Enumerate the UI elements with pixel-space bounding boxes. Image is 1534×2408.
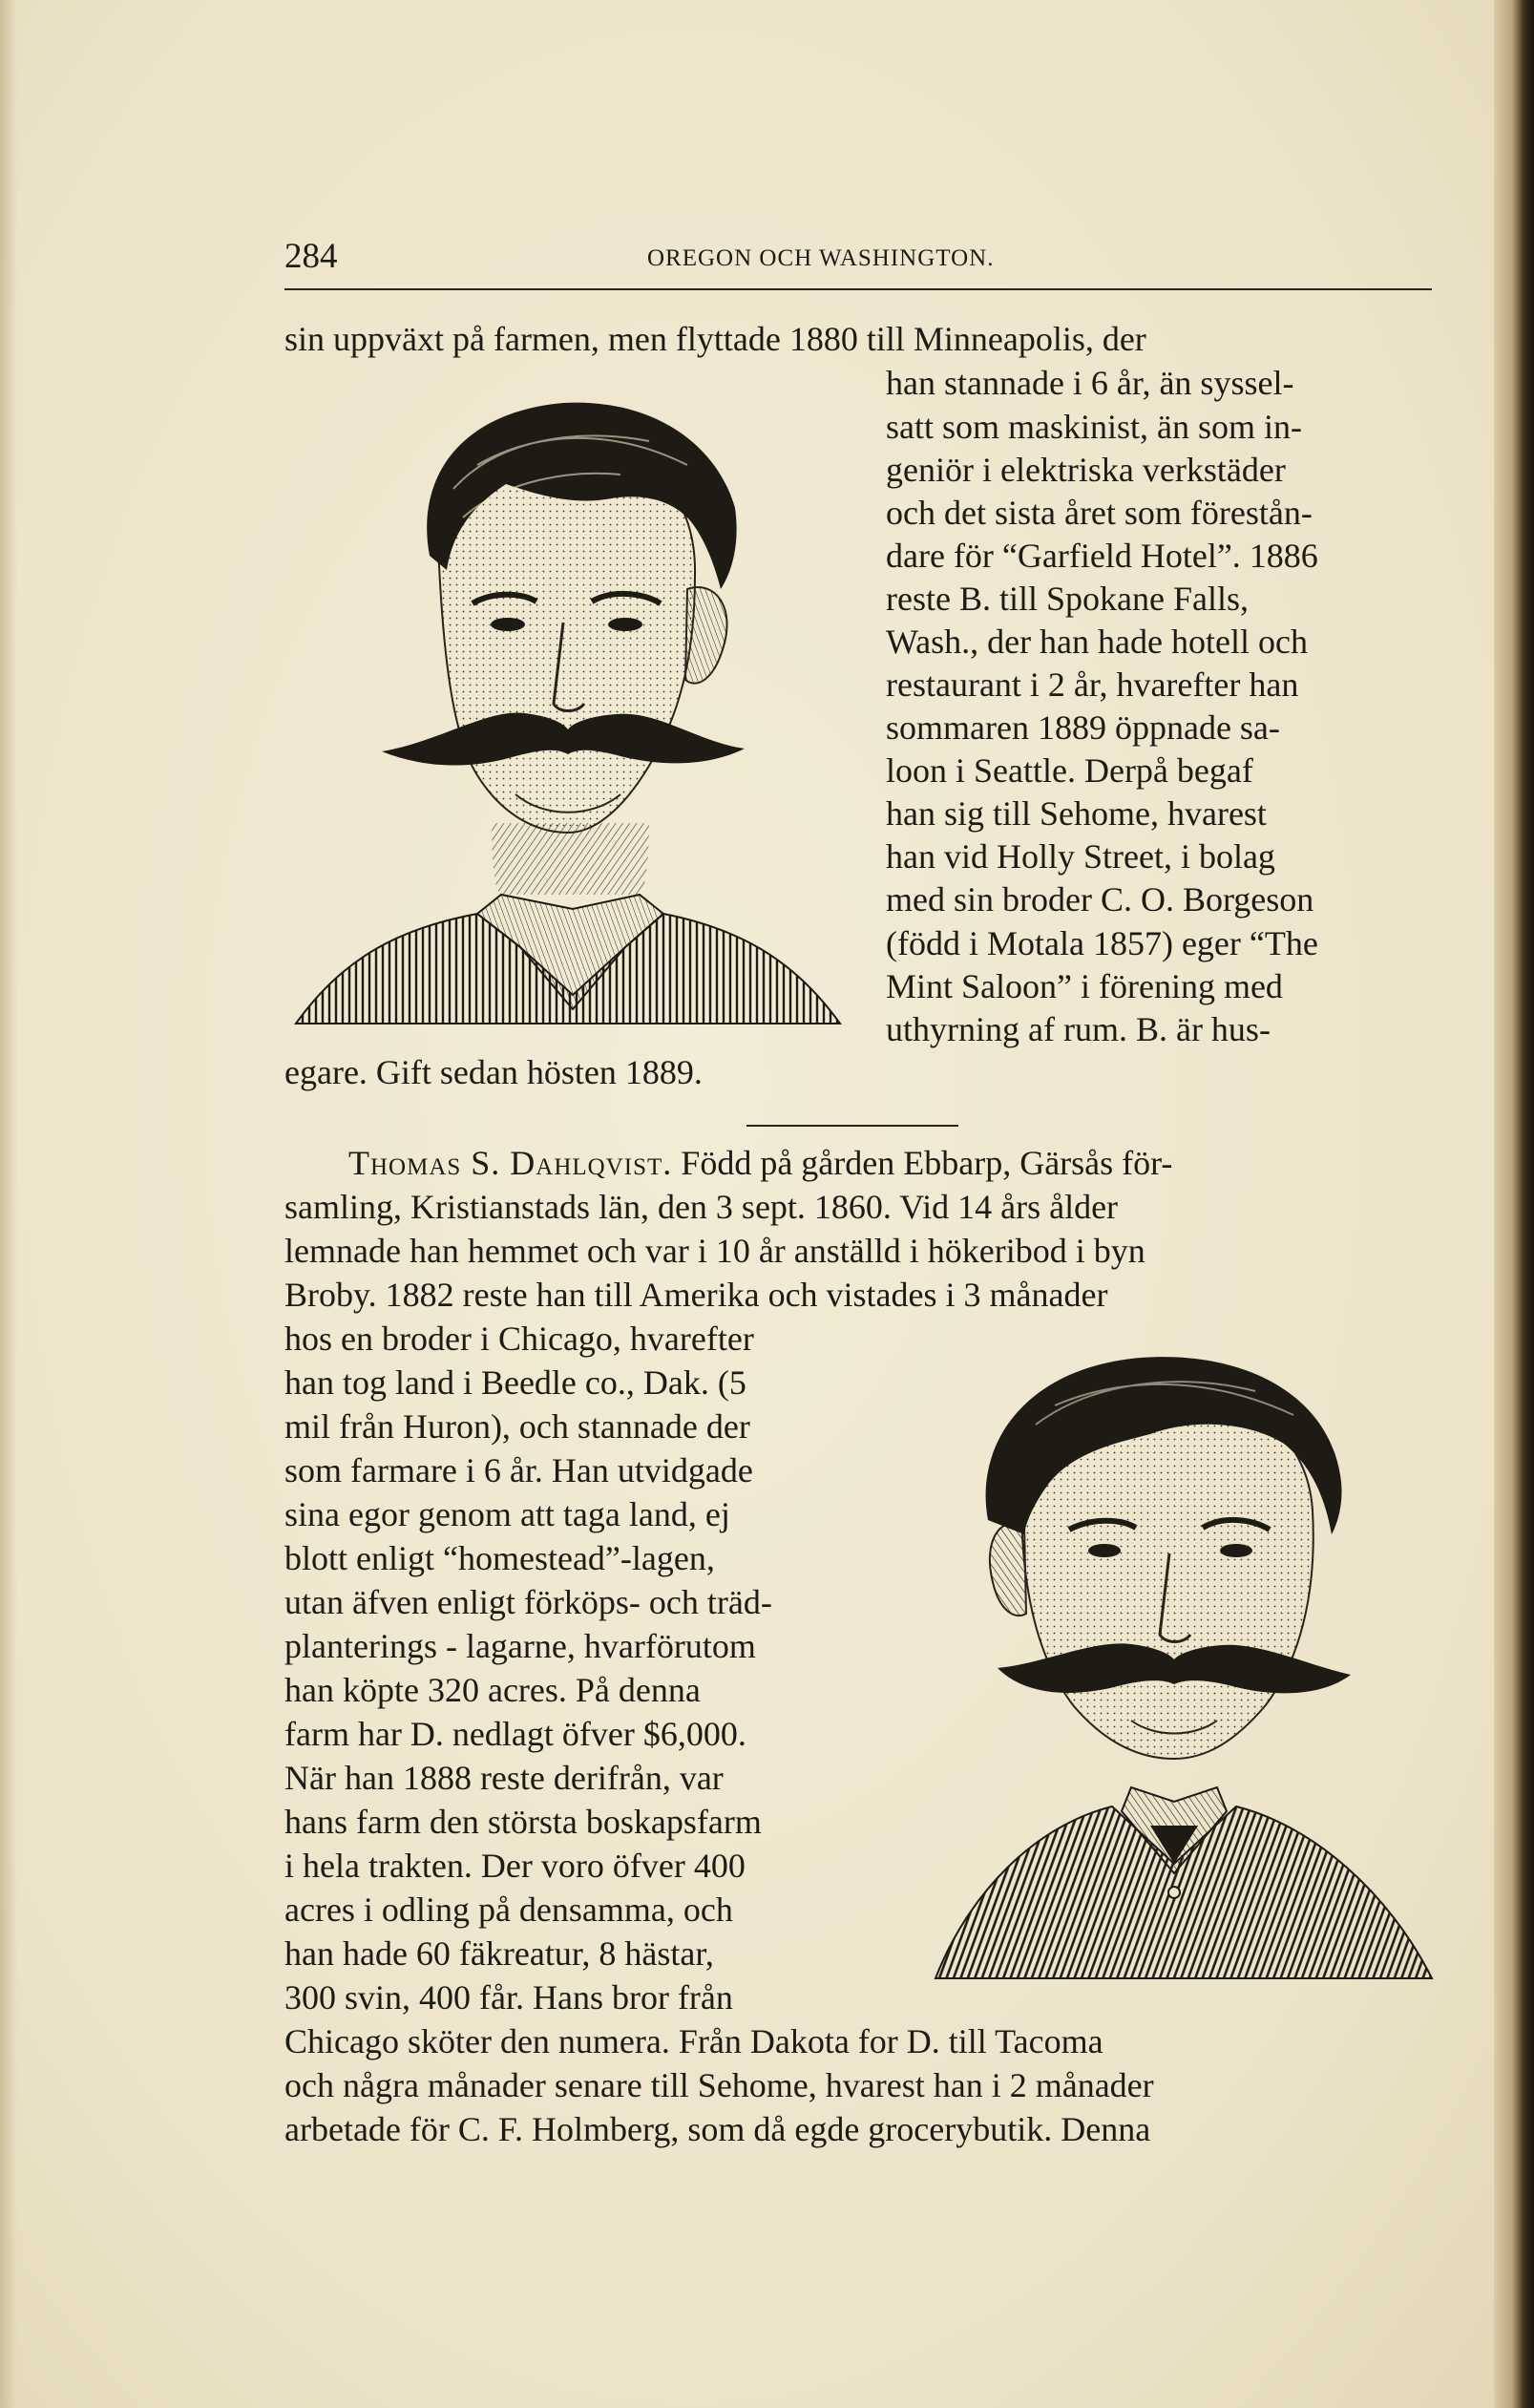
text-line: acres i odling på densamma, och	[284, 1890, 733, 1929]
portrait-borgeson	[286, 374, 845, 1033]
text-line: Wash., der han hade hotell och	[886, 623, 1308, 661]
text-line: han tog land i Beedle co., Dak. (5	[284, 1363, 746, 1402]
text-line: planterings - lagarne, hvarförutom	[284, 1627, 756, 1665]
text-line: Broby. 1882 reste han till Amerika och vistades i 3 månader	[284, 1276, 1108, 1314]
text-line: Chicago sköter den numera. Från Dakota for D. till Tacoma	[284, 2022, 1103, 2060]
text-line: blott enligt “homestead”-lagen,	[284, 1539, 715, 1577]
page-gutter-shadow	[0, 0, 17, 2408]
running-title: OREGON OCH WASHINGTON.	[647, 245, 995, 271]
page-number: 284	[284, 237, 338, 276]
page-edge	[1494, 0, 1534, 2408]
text-line: han sig till Sehome, hvarest	[886, 794, 1267, 833]
text-line: loon i Seattle. Derpå begaf	[886, 751, 1253, 790]
text-line: 300 svin, 400 får. Hans bror från	[284, 1978, 733, 2017]
person-name: Thomas S. Dahlqvist.	[348, 1144, 673, 1182]
text-line: lemnade han hemmet och var i 10 år anställd i hökeribod i byn	[284, 1232, 1145, 1270]
text-line: hans farm den största boskapsfarm	[284, 1803, 762, 1841]
text-line: och några månader senare till Sehome, hvarest han i 2 månader	[284, 2066, 1154, 2104]
text-line: restaurant i 2 år, hvarefter han	[886, 665, 1299, 704]
text-line: han hade 60 fäkreatur, 8 hästar,	[284, 1934, 714, 1973]
text-line: reste B. till Spokane Falls,	[886, 580, 1249, 618]
text-line: dare för “Garfield Hotel”. 1886	[886, 537, 1318, 575]
text-line: arbetade för C. F. Holmberg, som då egde grocerybutik. Denna	[284, 2110, 1151, 2148]
text-line: samling, Kristianstads län, den 3 sept. 1860. Vid 14 års ålder	[284, 1188, 1119, 1226]
text-line-rest: Född på gården Ebbarp, Gärsås för-	[681, 1144, 1173, 1182]
text-line: han köpte 320 acres. På denna	[284, 1671, 701, 1709]
text-line: sina egor genom att taga land, ej	[284, 1495, 730, 1533]
text-line: geniör i elektriska verkstäder	[886, 451, 1286, 489]
text-line: (född i Motala 1857) eger “The	[886, 924, 1318, 962]
text-line: uthyrning af rum. B. är hus-	[886, 1010, 1271, 1048]
text-line: och det sista året som förestån-	[886, 494, 1313, 532]
text-line: sommaren 1889 öppnade sa-	[886, 708, 1280, 747]
text-line: egare. Gift sedan hösten 1889.	[284, 1053, 703, 1091]
section-divider	[746, 1125, 958, 1127]
text-line: han vid Holly Street, i bolag	[886, 837, 1275, 876]
portrait-dahlqvist	[931, 1329, 1437, 1988]
text-line: När han 1888 reste derifrån, var	[284, 1759, 724, 1797]
text-line: utan äfven enligt förköps- och träd-	[284, 1583, 772, 1621]
header-rule	[284, 288, 1432, 290]
text-line: Mint Saloon” i förening med	[886, 967, 1283, 1005]
text-line: satt som maskinist, än som in-	[886, 408, 1302, 446]
text-line: med sin broder C. O. Borgeson	[886, 880, 1314, 919]
text-line: i hela trakten. Der voro öfver 400	[284, 1847, 746, 1885]
text-line: farm har D. nedlagt öfver $6,000.	[284, 1715, 746, 1753]
text-line	[348, 1142, 1172, 1184]
text-line: hos en broder i Chicago, hvarefter	[284, 1320, 754, 1358]
text-line: mil från Huron), och stannade der	[284, 1407, 750, 1446]
text-line: han stannade i 6 år, än syssel-	[886, 364, 1294, 402]
text-line: som farmare i 6 år. Han utvidgade	[284, 1451, 753, 1489]
page-header	[284, 234, 1432, 276]
text-line: sin uppväxt på farmen, men flyttade 1880 till Minneapolis, der	[284, 320, 1146, 358]
